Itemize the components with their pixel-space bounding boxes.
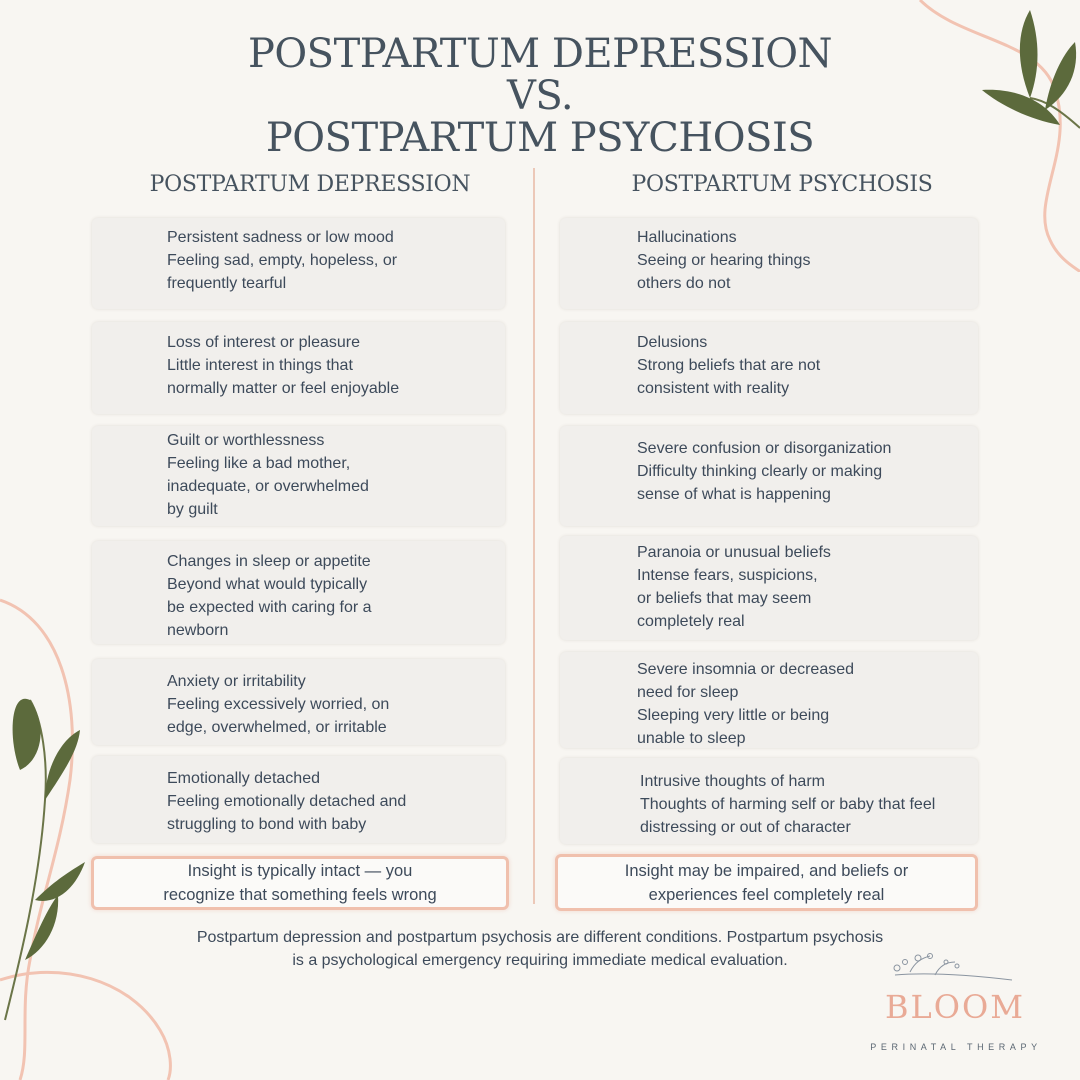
symptom-card bbox=[560, 652, 978, 748]
symptom-text: Anxiety or irritability Feeling excessively worried, on edge, overwhelmed, or irritable bbox=[167, 673, 390, 736]
symptom-card bbox=[92, 322, 505, 414]
symptom-text: Intrusive thoughts of harm Thoughts of harming self or baby that feel distressing or out of character bbox=[640, 773, 936, 836]
symptom-text: Severe insomnia or decreased need for sleep Sleeping very little or being unable to sleep bbox=[637, 661, 855, 747]
symptom-text: Changes in sleep or appetite Beyond what would typically be expected with caring for a newborn bbox=[167, 553, 372, 639]
symptom-text: Delusions Strong beliefs that are not consistent with reality bbox=[637, 334, 821, 397]
symptom-card bbox=[92, 659, 505, 745]
page-title-line-1: POSTPARTUM DEPRESSION bbox=[247, 31, 833, 77]
right-column-heading: POSTPARTUM PSYCHOSIS bbox=[631, 172, 933, 197]
symptom-card bbox=[92, 426, 505, 526]
symptom-card bbox=[92, 756, 505, 843]
symptom-text: Loss of interest or pleasure Little interest in things that normally matter or feel enjoyable bbox=[167, 334, 400, 397]
symptom-text: Severe confusion or disorganization Difficulty thinking clearly or making sense of what is happening bbox=[637, 440, 892, 503]
symptom-text: Paranoia or unusual beliefs Intense fears, suspicions, or beliefs that may seem completely real bbox=[637, 544, 831, 630]
leaf-branch-icon bbox=[982, 10, 1080, 128]
symptom-card bbox=[560, 322, 978, 414]
symptom-text: Guilt or worthlessness Feeling like a bad mother, inadequate, or overwhelmed by guilt bbox=[167, 432, 369, 518]
page-title-line-3: POSTPARTUM PSYCHOSIS bbox=[265, 115, 815, 161]
left-column-heading: POSTPARTUM DEPRESSION bbox=[149, 172, 471, 197]
brand-tagline: PERINATAL THERAPY bbox=[870, 1042, 1042, 1052]
symptom-card bbox=[560, 536, 978, 640]
symptom-card bbox=[560, 218, 978, 309]
insight-text: Insight may be impaired, and beliefs or experiences feel completely real bbox=[624, 861, 909, 904]
insight-box-depression bbox=[91, 856, 509, 910]
symptom-card bbox=[560, 758, 978, 844]
symptom-card bbox=[560, 426, 978, 526]
decor-curve-left bbox=[0, 600, 72, 1080]
page-title-line-2: VS. bbox=[506, 73, 574, 119]
symptom-card bbox=[92, 541, 505, 644]
leaf-branch-icon bbox=[5, 699, 85, 1020]
column-divider bbox=[533, 168, 535, 904]
symptom-card bbox=[92, 218, 505, 309]
symptom-text: Persistent sadness or low mood Feeling sad, empty, hopeless, or frequently tearful bbox=[167, 229, 398, 292]
footer-note: Postpartum depression and postpartum psychosis are different conditions. Postpartum psychosis is a psychological emergency requiring immediate medical evaluation. bbox=[196, 929, 884, 969]
insight-text: Insight is typically intact — you recognize that something feels wrong bbox=[163, 862, 437, 904]
decor-curve-bottom-left bbox=[0, 972, 170, 1080]
insight-box-psychosis bbox=[555, 854, 978, 911]
brand-logo-name: BLOOM bbox=[885, 988, 1025, 1026]
symptom-text: Hallucinations Seeing or hearing things others do not bbox=[637, 229, 811, 292]
symptom-text: Emotionally detached Feeling emotionally detached and struggling to bond with baby bbox=[167, 770, 407, 833]
